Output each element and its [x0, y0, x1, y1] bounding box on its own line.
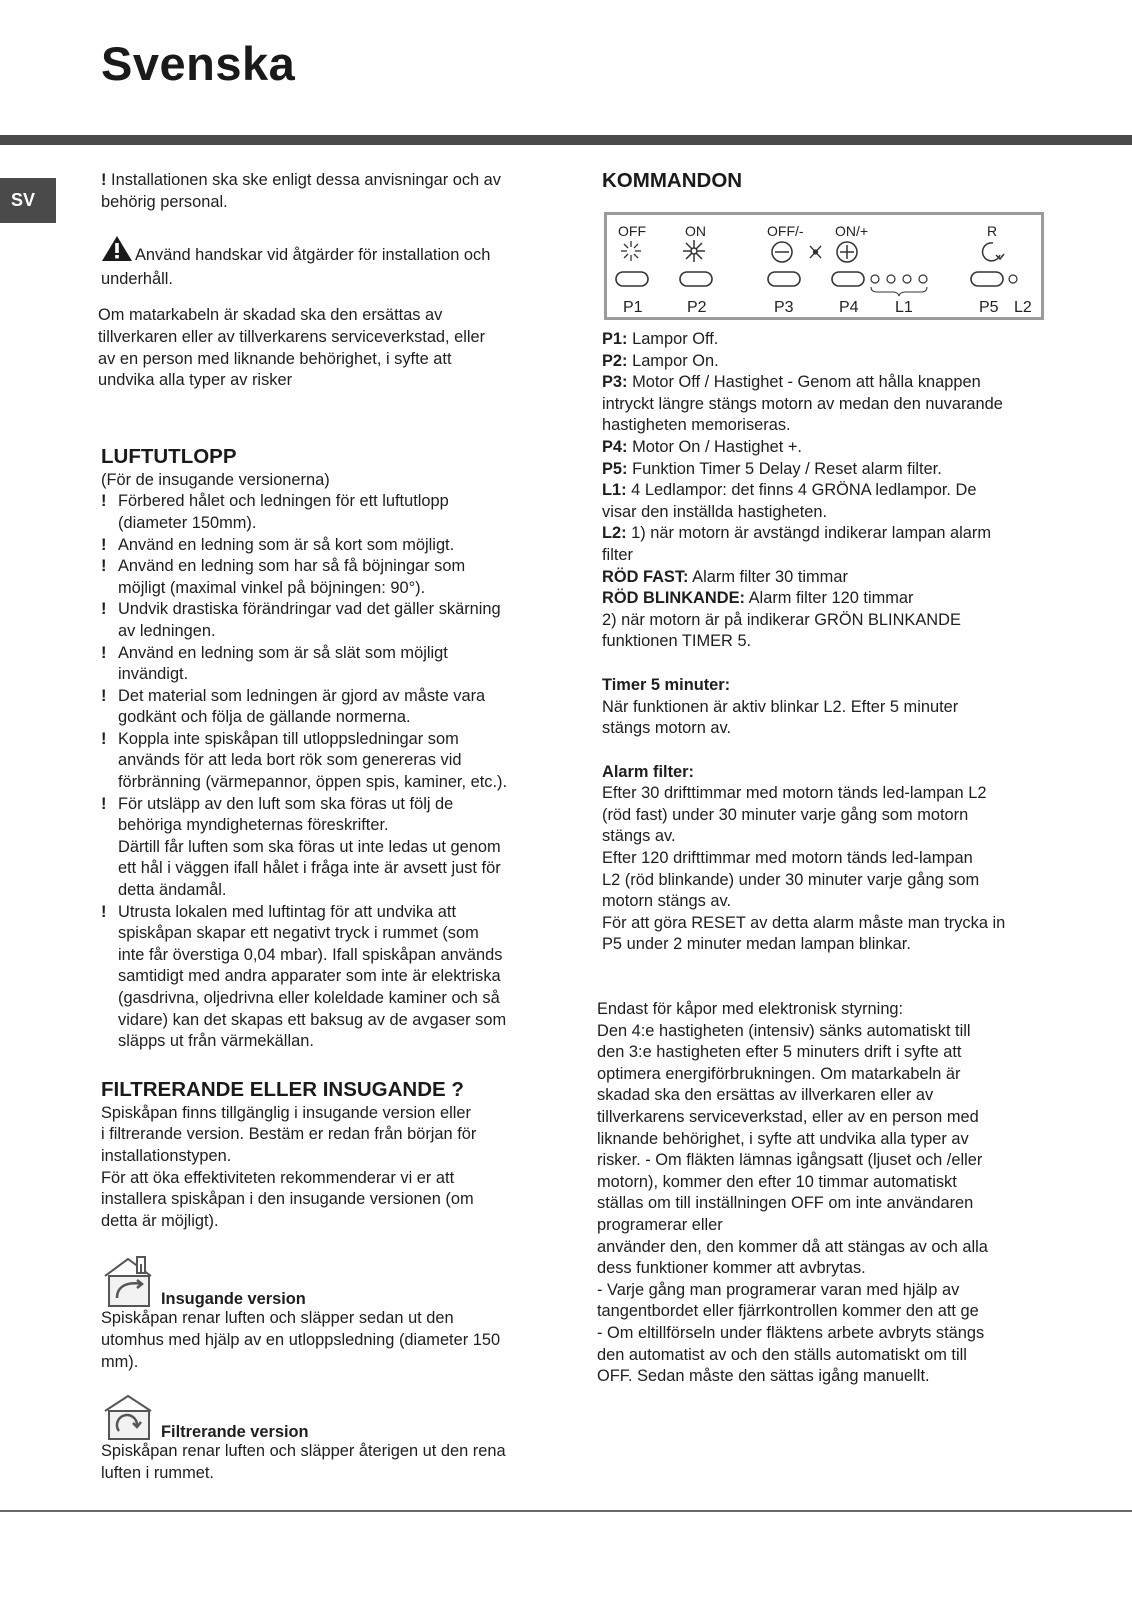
filtrerande-version-text: Spiskåpan renar luften och släpper återigen ut den rena luften i rummet.	[101, 1442, 506, 1482]
language-tab: SV	[0, 178, 56, 223]
l1-brace	[871, 287, 927, 296]
luftutlopp-heading: LUFTUTLOPP	[101, 444, 237, 468]
right-column	[597, 169, 1062, 1388]
label-p4: P4	[839, 299, 859, 316]
minus-circle-icon	[772, 242, 792, 262]
control-panel-diagram	[604, 212, 1044, 320]
luftutlopp-section	[101, 444, 556, 1053]
fan-icon	[810, 246, 821, 258]
timer-heading: Timer 5 minuter:	[602, 675, 731, 694]
led-l1-3	[903, 275, 911, 283]
command-rod-blinkande: RÖD BLINKANDE: Alarm filter 120 timmar	[602, 589, 914, 608]
list-item: ! Förbered hålet och ledningen för ett luftutlopp (diameter 150mm).	[101, 492, 449, 532]
label-off-minus: OFF/-	[767, 223, 804, 239]
command-p5: P5: Funktion Timer 5 Delay / Reset alarm filter.	[602, 459, 942, 478]
insugande-text: Spiskåpan renar luften och släpper sedan ut den utomhus med hjälp av en utloppsledning (diameter 150 mm).	[101, 1309, 501, 1371]
led-l1-2	[887, 275, 895, 283]
insugande-title: Insugande version	[161, 1290, 306, 1309]
left-column	[98, 170, 556, 1484]
command-l2: L2: 1) när motorn är avstängd indikerar lampan alarm filter	[602, 524, 992, 564]
page-title: Svenska	[101, 37, 296, 90]
electronic-text: Endast för kåpor med elektronisk styrning: Den 4:e hastigheten (intensiv) sänks automatiskt till den 3:e hastigheten efter 5 minuters drift i syfte att optimera energiförbrukningen. Om matarkabeln är skadad ska den ersättas av illverkaren eller av tillverkarens serviceverkstad, eller av en person med liknande behörighet, i syfte att undvika alla typer av risker. - Om fläkten lämnas igångsatt (ljuset och /eller motorn), kommer den efter 10 timmar automatiskt ställas om till inställningen OFF om inte användaren programerar eller använder den, den kommer då att stängas av och alla dess funktioner kommer att avbrytas. - Varje gång man programerar varan med hjälp av tangentbordet eller fjärrkontrollen kommer den att ge - Om eltillförseln under fläktens arbete avbryts stängs den automatist av och den ställs automatiskt om till OFF. Sedan måste den sättas igång manuellt.	[597, 1000, 988, 1386]
list-item: ! Använd en ledning som är så slät som möjligt invändigt.	[101, 643, 448, 684]
command-p3: P3: Motor Off / Hastighet - Genom att hålla knappen intryckt längre stängs motorn av medan den nuvarande hastigheten memoriseras.	[602, 373, 1003, 435]
warning-text: Använd handskar vid åtgärder för installation och underhåll.	[101, 235, 556, 290]
label-p5: P5	[979, 299, 999, 316]
plus-circle-icon	[837, 242, 857, 262]
command-motor-on: 2) när motorn är på indikerar GRÖN BLINKANDE funktionen TIMER 5.	[602, 610, 961, 651]
led-l1-4	[919, 275, 927, 283]
label-p2: P2	[687, 299, 707, 316]
command-rod-fast: RÖD FAST: Alarm filter 30 timmar	[602, 567, 848, 586]
kommandon-heading: KOMMANDON	[602, 169, 743, 192]
filtrerande-heading: FILTRERANDE ELLER INSUGANDE ?	[101, 1077, 464, 1101]
label-p3: P3	[774, 299, 794, 316]
led-l2	[1009, 275, 1017, 283]
button-p3	[768, 272, 800, 286]
intro-text: ! Installationen ska ske enligt dessa anvisningar och av behörig personal.	[101, 171, 501, 211]
command-l1: L1: 4 Ledlampor: det finns 4 GRÖNA ledlampor. De visar den inställda hastigheten.	[602, 481, 977, 521]
list-item: ! Det material som ledningen är gjord av måste vara godkänt och följa de gällande normerna.	[101, 686, 486, 727]
button-p2	[680, 272, 712, 286]
list-item: ! För utsläpp av den luft som ska föras ut följ de behöriga myndigheternas föreskrifter. Därtill får luften som ska föras ut inte ledas ut genom ett hål i väggen ifall hålet i fråga inte är avsett just för detta ändamål.	[101, 794, 501, 900]
footer-rule	[0, 1510, 1132, 1512]
label-on: ON	[685, 223, 706, 239]
list-item: ! Använd en ledning som är så kort som möjligt.	[101, 535, 455, 554]
timer-text: När funktionen är aktiv blinkar L2. Efter 5 minuter stängs motorn av.	[602, 697, 959, 738]
label-p1: P1	[623, 299, 643, 316]
alarm-section	[602, 762, 1062, 956]
list-item: ! Koppla inte spiskåpan till utloppsledningar som används för att leda bort rök som genereras vid förbränning (värmepannor, öppen spis, kaminer, etc.).	[101, 729, 508, 792]
label-off: OFF	[618, 223, 646, 239]
label-on-plus: ON/+	[835, 223, 869, 239]
luftutlopp-subtitle: (För de insugande versionerna)	[101, 470, 330, 489]
command-p4: P4: Motor On / Hastighet +.	[602, 437, 802, 456]
alarm-heading: Alarm filter:	[602, 762, 694, 781]
filtrerande-version-title: Filtrerande version	[161, 1423, 309, 1442]
light-off-icon	[621, 241, 641, 261]
list-item: ! Utrusta lokalen med luftintag för att undvika att spiskåpan skapar ett negativt tryck i rummet (som inte får överstiga 0,04 mbar). Ifall spiskåpan används samtidigt med andra apparater som inte är elektriska (gasdrivna, oljedrivna eller koleldade kaminer och så vidare) kan det skapas ett baksug av de avgaser som släpps ut från värmekällan.	[101, 902, 507, 1051]
button-p4	[832, 272, 864, 286]
button-p5	[971, 272, 1003, 286]
button-p1	[616, 272, 648, 286]
timer-section	[602, 675, 1062, 740]
cable-text: Om matarkabeln är skadad ska den ersättas av tillverkaren eller av tillverkarens serviceverkstad, eller av en person med liknande behörighet, i syfte att undvika alla typer av risker	[98, 306, 486, 390]
light-on-icon	[683, 240, 705, 262]
label-r: R	[987, 223, 998, 239]
recirculation-house-icon	[101, 1393, 155, 1441]
alarm-text: Efter 30 drifttimmar med motorn tänds led-lampan L2 (röd fast) under 30 minuter varje gång som motorn stängs av. Efter 120 drifttimmar med motorn tänds led-lampan L2 (röd blinkande) under 30 minuter varje gång som motorn stängs av. För att göra RESET av detta alarm måste man trycka in P5 under 2 minuter medan lampan blinkar.	[602, 784, 1006, 954]
led-l1-1	[871, 275, 879, 283]
command-p2: P2: Lampor On.	[602, 351, 719, 370]
list-item: ! Använd en ledning som har så få böjningar som möjligt (maximal vinkel på böjningen: 90°).	[101, 557, 466, 597]
ducted-house-icon	[101, 1254, 155, 1308]
exclamation-mark: !	[101, 171, 107, 189]
list-item: ! Undvik drastiska förändringar vad det gäller skärning av ledningen.	[101, 600, 501, 640]
warning-triangle-icon	[101, 235, 133, 269]
header-rule	[0, 135, 1132, 145]
luftutlopp-list	[101, 491, 556, 1052]
label-l1: L1	[895, 299, 913, 316]
command-descriptions	[602, 329, 1062, 653]
filtrerande-section	[101, 1077, 556, 1233]
timer-reset-icon	[983, 243, 1004, 261]
filtrerande-text: Spiskåpan finns tillgänglig i insugande version eller i filtrerande version. Bestäm er redan från början för installationstypen. För att öka effektiviteten rekommenderar vi er att installera spiskåpan i den insugande versionen (om detta är möjligt).	[101, 1103, 477, 1230]
insugande-version	[101, 1254, 556, 1373]
label-l2: L2	[1014, 299, 1032, 316]
electronic-section	[597, 999, 1062, 1388]
filtrerande-version	[101, 1393, 556, 1484]
command-p1: P1: Lampor Off.	[602, 330, 719, 348]
